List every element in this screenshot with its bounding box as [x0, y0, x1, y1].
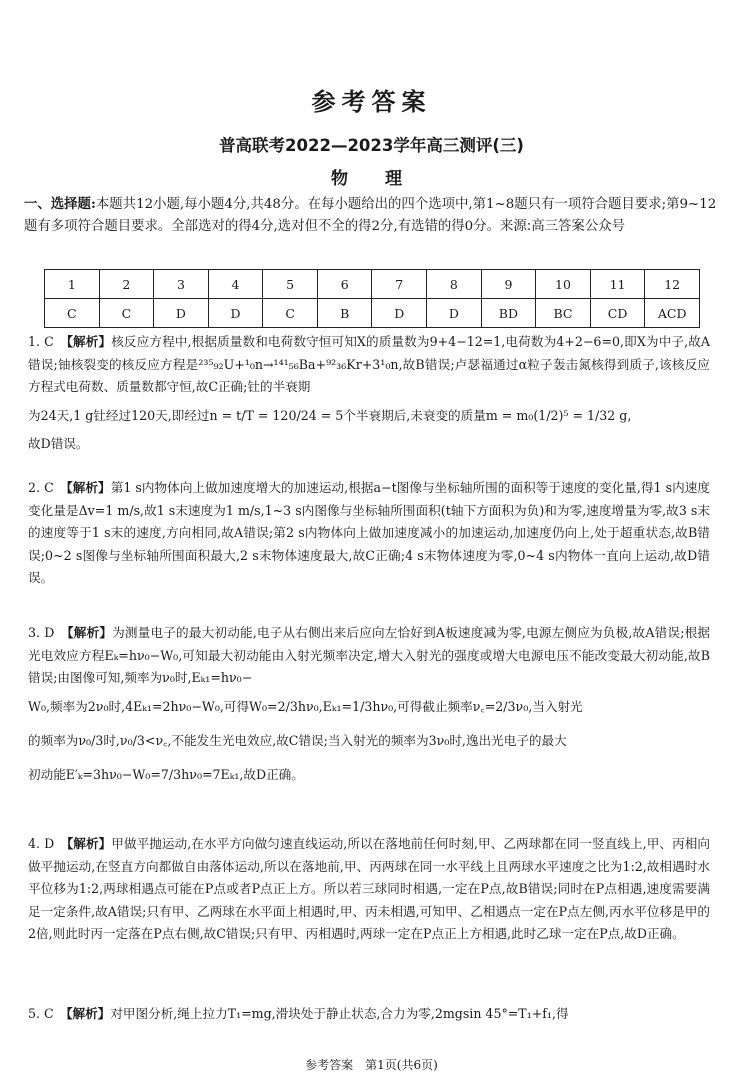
paragraph: ²³⁵₉₂U+¹₀n→¹⁴¹₅₆Ba+⁹²₃₆Kr+3¹₀n,故B错误;卢瑟福通过α粒子轰击氮核得到质子,该核反应方程式电荷数、质量数都守恒,故C正确;钍的半衰期	[28, 356, 710, 394]
exam-title: 普高联考2022—2023学年高三测评(三)	[219, 136, 524, 155]
table-cell: B	[317, 299, 372, 328]
table-cell: D	[154, 299, 209, 328]
question-3-explanation	[28, 622, 710, 792]
question-number: 3. D	[28, 625, 55, 640]
paragraph: W₀,频率为2ν₀时,4Eₖ₁=2hν₀−W₀,可得W₀=2/3hν₀,Eₖ₁=1/3hν₀,可得截止频率ν꜀=2/3ν₀,当入射光	[28, 698, 583, 714]
answer-table	[44, 269, 700, 328]
paragraph: 故D错误。	[28, 435, 89, 451]
table-cell: 1	[45, 270, 100, 299]
table-cell: 11	[590, 270, 645, 299]
question-number-row	[45, 270, 700, 299]
analysis-tag: 【解析】	[67, 625, 113, 640]
paragraph: 初动能E′ₖ=3hν₀−W₀=7/3hν₀=7Eₖ₁,故D正确。	[28, 766, 304, 782]
table-cell: C	[263, 299, 318, 328]
table-cell: 5	[263, 270, 318, 299]
analysis-tag: 【解析】	[66, 334, 112, 349]
table-cell: 10	[536, 270, 591, 299]
table-cell: 4	[208, 270, 263, 299]
analysis-tag: 【解析】	[66, 1006, 111, 1021]
page-title: 参考答案	[311, 88, 432, 116]
section-intro	[24, 193, 724, 238]
analysis-tag: 【解析】	[66, 836, 112, 851]
question-2-explanation	[28, 477, 710, 590]
table-cell: BC	[536, 299, 591, 328]
table-cell: 8	[427, 270, 482, 299]
page-footer: 参考答案 第1页(共6页)	[305, 1058, 438, 1072]
paragraph: 第1 s内物体向上做加速度增大的加速运动,根据a−t图像与坐标轴所围的面积等于速度的变化量,得1 s内速度变化量是Δv=1 m/s,故1 s末速度为1 m/s,1~3 s内图像与坐标轴所围面积(t轴下方面积为负)和为零,速度增量为零,故3 s末的速度等于1 s末的速度,方向相同,故A错误;第2 s内物体向上做加速度减小的加速运动,加速度仍向上,处于超重状态,故B错误;0~2 s图像与坐标轴所围面积最大,2 s末物体速度最大,故C正确;4 s末物体速度为零,0~4 s内物体一直向上运动,故D错误。	[28, 480, 711, 585]
answer-row	[45, 299, 700, 328]
question-4-explanation	[28, 833, 710, 946]
paragraph: 甲做平抛运动,在水平方向做匀速直线运动,所以在落地前任何时刻,甲、乙两球都在同一竖直线上,甲、丙相向做平抛运动,在竖直方向都做自由落体运动,所以在落地前,甲、丙两球在同一水平线上且两球水平速度之比为1:2,故相遇时水平位移为1:2,两球相遇点可能在P点或者P点正上方。所以若三球同时相遇,一定在P点,故B错误;同时在P点相遇,速度需要满足一定条件,故A错误;只有甲、乙两球在水平面上相遇时,甲、丙未相遇,可知甲、乙相遇点一定在P点左侧,丙水平位移是甲的2倍,则此时丙一定落在P点右侧,故C错误;只有甲、丙相遇时,两球一定在P点正上方相遇,此时乙球一定在P点,故D正确。	[28, 836, 710, 941]
section-instructions: 本题共12小题,每小题4分,共48分。在每小题给出的四个选项中,第1~8题只有一项符合题目要求;第9~12题有多项符合题目要求。全部选对的得4分,选对但不全的得2分,有选错的得0分。	[24, 197, 717, 234]
subject-title: 物 理	[331, 169, 412, 189]
table-cell: 12	[645, 270, 700, 299]
paragraph: 的频率为ν₀/3时,ν₀/3<ν꜀,不能发生光电效应,故C错误;当入射光的频率为3ν₀时,逸出光电子的最大	[28, 732, 567, 748]
table-cell: 9	[481, 270, 536, 299]
analysis-tag: 【解析】	[66, 480, 111, 495]
table-cell: 3	[154, 270, 209, 299]
question-1-explanation	[28, 331, 710, 455]
table-cell: 2	[99, 270, 154, 299]
table-cell: CD	[590, 299, 645, 328]
table-cell: D	[427, 299, 482, 328]
source-note: 来源:高三答案公众号	[499, 219, 625, 234]
table-cell: D	[208, 299, 263, 328]
table-cell: ACD	[645, 299, 700, 328]
paragraph: 为测量电子的最大初动能,电子从右侧出来后应向左恰好到A板速度减为零,电源左侧应为负极,故A错误;根据光电效应方程Eₖ=hν₀−W₀,可知最大初动能由入射光频率决定,增大入射光的强度或增大电源电压不能改变最大初动能,故B错误;由图像可知,频率为ν₀时,Eₖ₁=hν₀−	[28, 625, 711, 685]
table-cell: D	[372, 299, 427, 328]
table-cell: C	[99, 299, 154, 328]
paragraph: 核反应方程中,根据质量数和电荷数守恒可知X的质量数为9+4−12=1,电荷数为4+2−6=0,即X为中子,故A错误;铀核裂变的核反应方程是	[28, 334, 711, 372]
paragraph: 对甲图分析,绳上拉力T₁=mg,滑块处于静止状态,合力为零,2mgsin 45°=T₁+f₁,得	[110, 1006, 569, 1021]
question-5-explanation	[28, 1003, 710, 1026]
section-lead: 一、选择题:	[24, 196, 96, 212]
question-number: 5. C	[28, 1006, 54, 1021]
question-number: 4. D	[28, 836, 55, 851]
table-cell: 6	[317, 270, 372, 299]
question-number: 1. C	[28, 334, 54, 349]
table-cell: C	[45, 299, 100, 328]
table-cell: 7	[372, 270, 427, 299]
paragraph: 为24天,1 g钍经过120天,即经过n = t/T = 120/24 = 5个半衰期后,未衰变的质量m = m₀(1/2)⁵ = 1/32 g,	[28, 407, 632, 423]
table-cell: BD	[481, 299, 536, 328]
question-number: 2. C	[28, 480, 54, 495]
